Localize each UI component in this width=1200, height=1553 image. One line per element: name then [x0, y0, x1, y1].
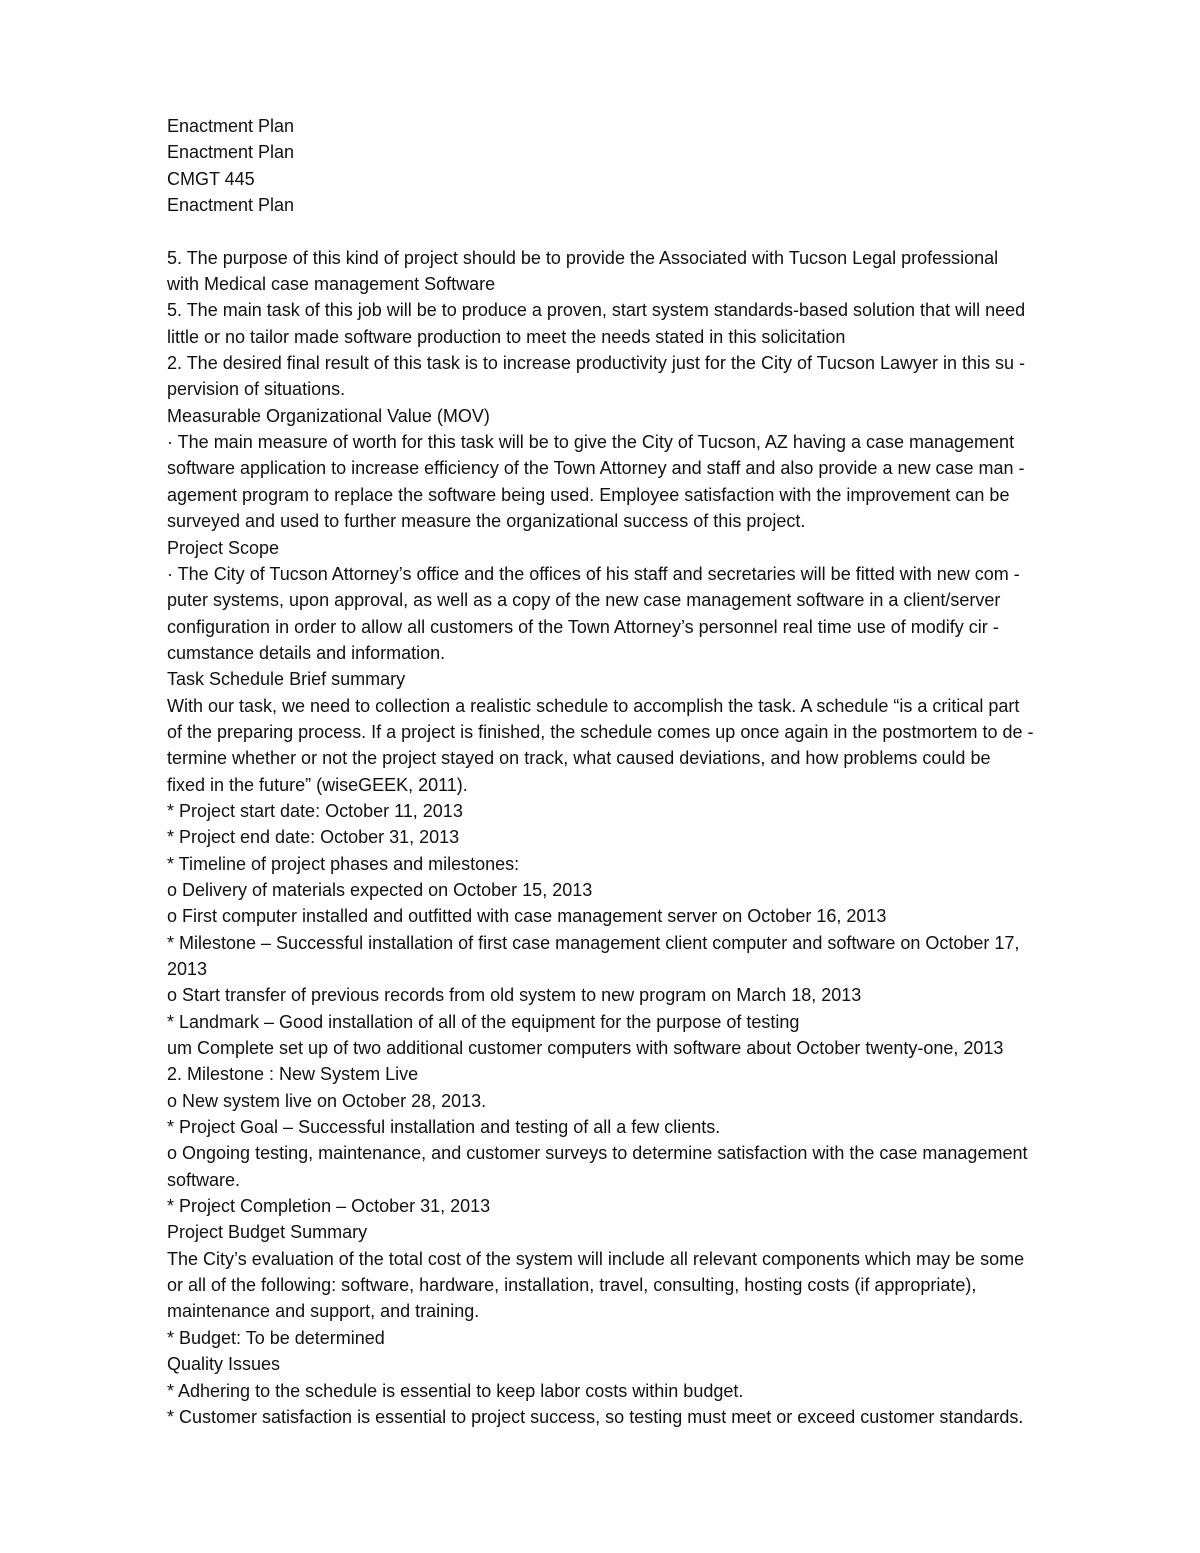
text-line: CMGT 445: [167, 168, 255, 189]
text-line: 2013: [167, 959, 208, 979]
text-line: little or no tailor made software production to meet the needs stated in this solicitation: [167, 326, 846, 347]
text-line: or all of the following: software, hardware, installation, travel, consulting, hosting costs (if appropriate),: [167, 1275, 977, 1296]
blank-line: [167, 218, 1127, 244]
text-line: cumstance details and information.: [167, 642, 446, 663]
text-line: o Delivery of materials expected on October 15, 2013: [167, 879, 593, 900]
text-line: * Customer satisfaction is essential to project success, so testing must meet or exceed customer standards.: [167, 1406, 1024, 1427]
text-line: Measurable Organizational Value (MOV): [167, 405, 490, 426]
text-line: * Project Goal – Successful installation and testing of all a few clients.: [167, 1117, 721, 1138]
text-line: Project Budget Summary: [167, 1222, 368, 1243]
text-line: o First computer installed and outfitted with case management server on October 16, 2013: [167, 906, 887, 927]
text-line: 2. Milestone : New System Live: [167, 1064, 419, 1085]
text-line: With our task, we need to collection a realistic schedule to accomplish the task. A schedule “is a critical part: [167, 695, 1020, 716]
text-line: agement program to replace the software being used. Employee satisfaction with the improvement can be: [167, 484, 1010, 505]
text-line: Project Scope: [167, 537, 280, 558]
text-line: Enactment Plan: [167, 116, 295, 136]
text-line: o Ongoing testing, maintenance, and customer surveys to determine satisfaction with the case management: [167, 1143, 1028, 1164]
text-line: * Project Completion – October 31, 2013: [167, 1196, 491, 1217]
text-line: The City’s evaluation of the total cost of the system will include all relevant components which may be some: [167, 1248, 1025, 1269]
text-line: * Milestone – Successful installation of first case management client computer and software on October 17,: [167, 932, 1020, 953]
text-line: fixed in the future” (wiseGEEK, 2011).: [167, 774, 468, 795]
text-line: * Project start date: October 11, 2013: [167, 800, 463, 821]
text-line: o Start transfer of previous records from old system to new program on March 18, 2013: [167, 985, 862, 1006]
document-page: [167, 113, 1127, 1430]
text-line: maintenance and support, and training.: [167, 1301, 480, 1322]
text-line: Enactment Plan: [167, 195, 295, 216]
text-line: 5. The purpose of this kind of project should be to provide the Associated with Tucson Legal professional: [167, 247, 999, 268]
text-line: * Budget: To be determined: [167, 1327, 385, 1348]
text-line: 5. The main task of this job will be to produce a proven, start system standards-based solution that will need: [167, 300, 1026, 321]
text-line: with Medical case management Software: [167, 274, 496, 295]
text-line: surveyed and used to further measure the organizational success of this project.: [167, 511, 806, 532]
text-line: Quality Issues: [167, 1354, 281, 1375]
text-line: Task Schedule Brief summary: [167, 669, 406, 690]
text-line: * Project end date: October 31, 2013: [167, 827, 460, 848]
text-line: software application to increase efficiency of the Town Attorney and staff and also provide a new case man -: [167, 458, 1025, 479]
text-line: termine whether or not the project stayed on track, what caused deviations, and how problems could be: [167, 748, 991, 769]
text-line: · The City of Tucson Attorney’s office and the offices of his staff and secretaries will be fitted with new com -: [167, 563, 1020, 584]
text-line: * Timeline of project phases and milestones:: [167, 853, 520, 874]
text-line: 2. The desired final result of this task is to increase productivity just for the City of Tucson Lawyer in this su -: [167, 353, 1026, 374]
text-line: Enactment Plan: [167, 142, 295, 163]
text-line: puter systems, upon approval, as well as a copy of the new case management software in a client/server: [167, 590, 1001, 611]
text-line: * Adhering to the schedule is essential to keep labor costs within budget.: [167, 1380, 744, 1401]
text-line: software.: [167, 1169, 241, 1190]
text-line: o New system live on October 28, 2013.: [167, 1090, 487, 1111]
text-line: configuration in order to allow all customers of the Town Attorney’s personnel real time use of modify cir -: [167, 616, 999, 637]
text-line: of the preparing process. If a project is finished, the schedule comes up once again in the postmortem to de -: [167, 721, 1034, 742]
text-line: * Landmark – Good installation of all of the equipment for the purpose of testing: [167, 1011, 800, 1032]
text-line: pervision of situations.: [167, 379, 346, 400]
text-line: um Complete set up of two additional customer computers with software about October twenty-one, 2013: [167, 1038, 1004, 1059]
text-line: · The main measure of worth for this task will be to give the City of Tucson, AZ having a case management: [167, 432, 1015, 453]
